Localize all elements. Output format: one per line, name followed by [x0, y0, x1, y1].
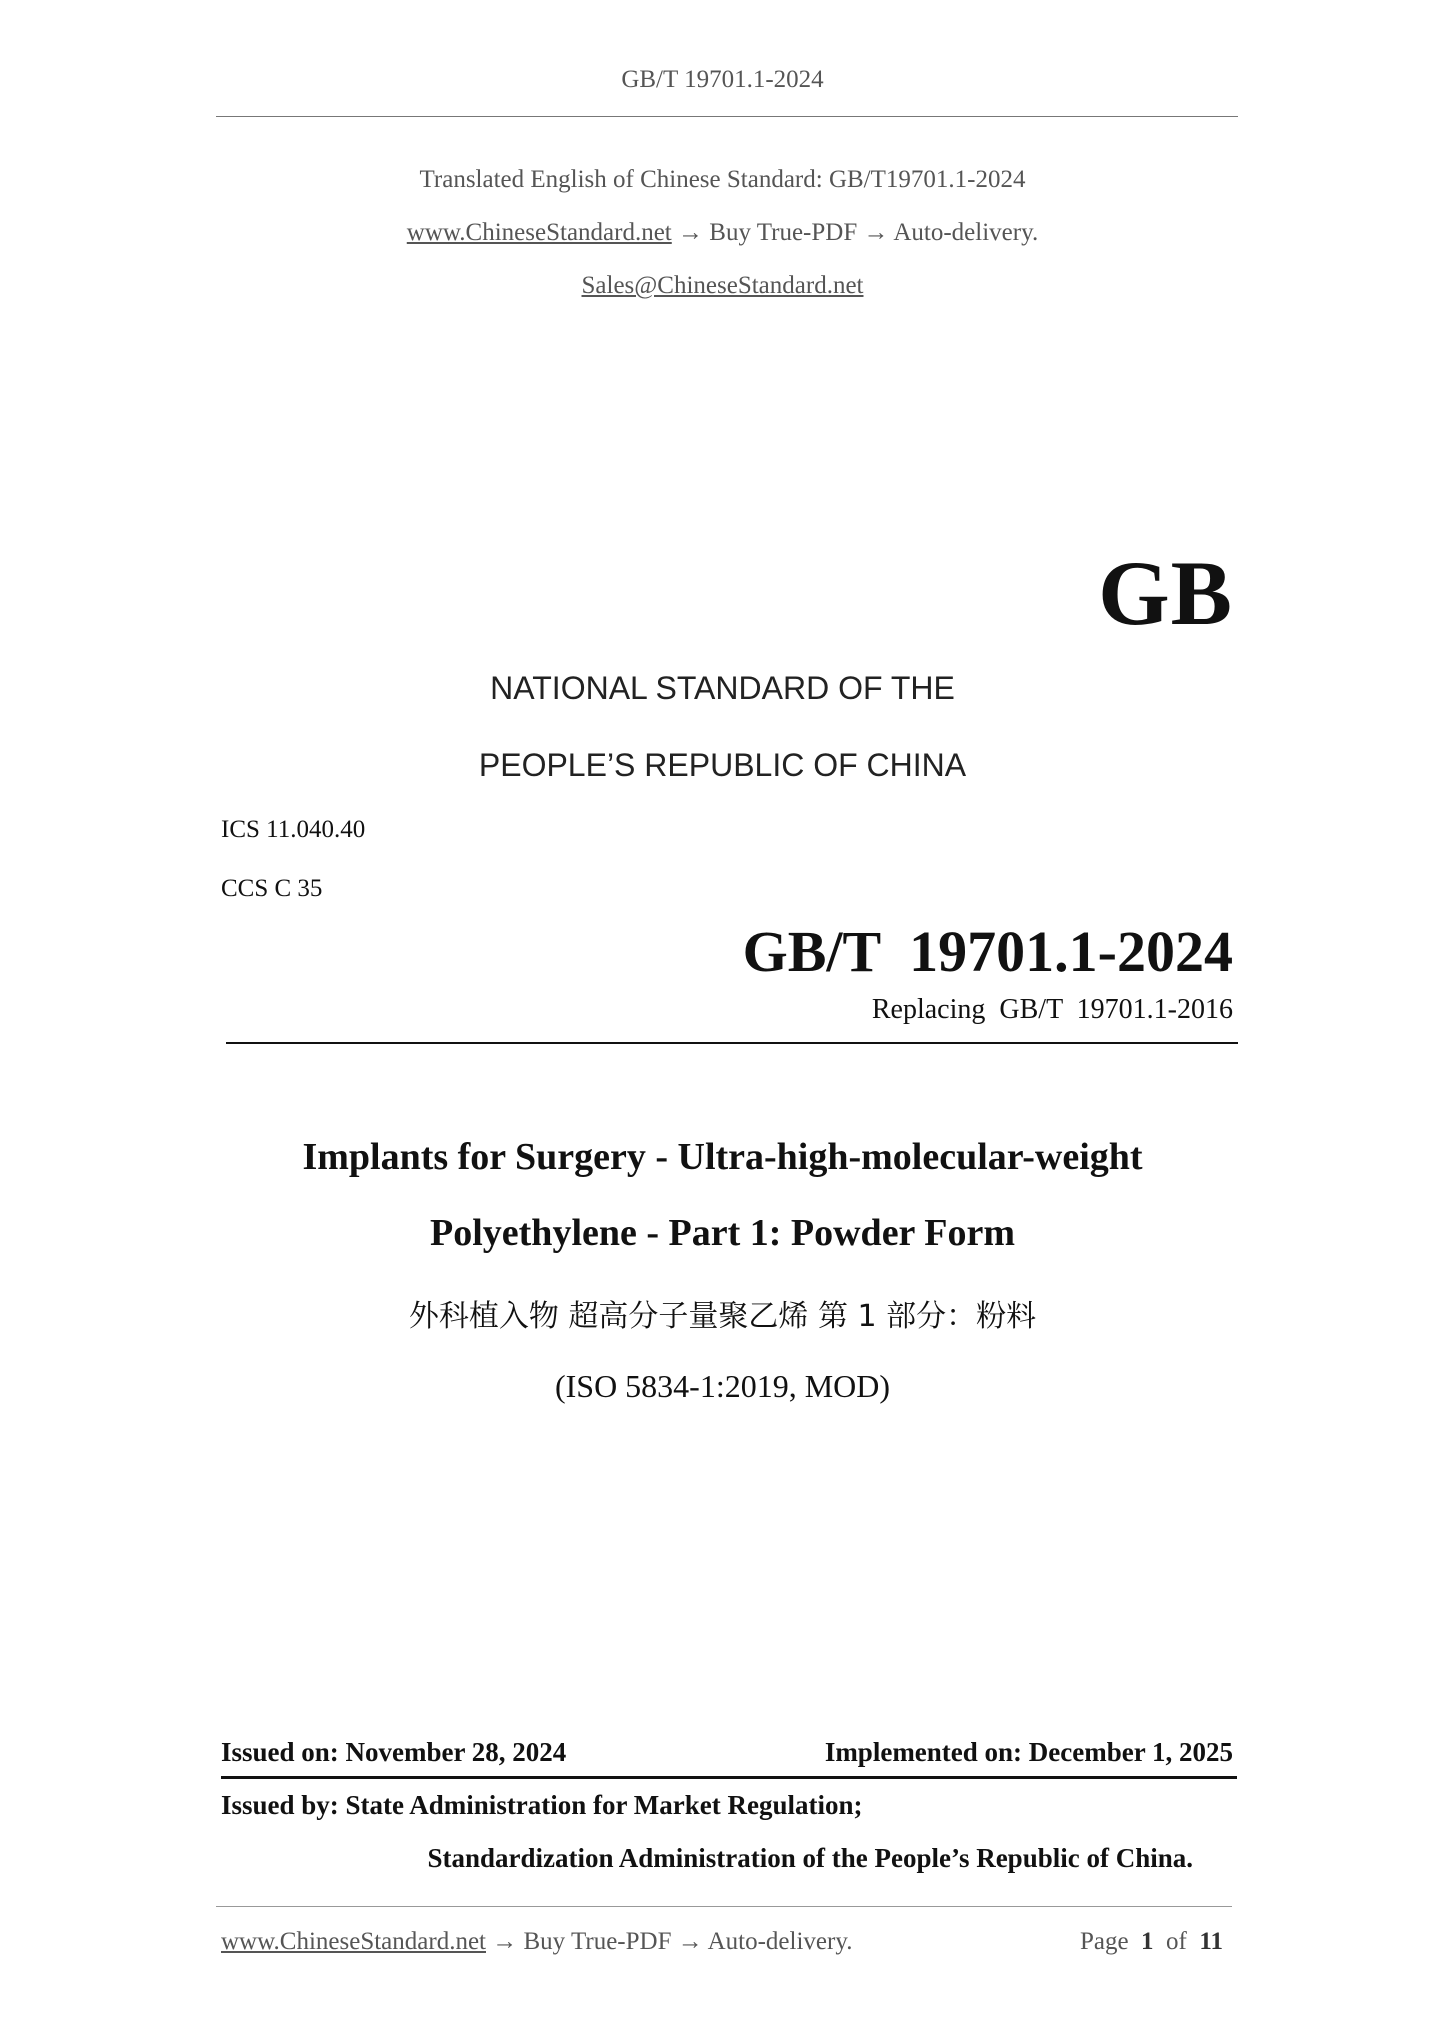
- issued-by: Issued by: State Administration for Market Regulation;: [221, 1790, 863, 1820]
- running-header: GB/T 19701.1-2024: [621, 66, 824, 93]
- page-number: 1: [1141, 1928, 1154, 1955]
- header-rule: [216, 116, 1238, 117]
- promo-delivery-text: → Buy True-PDF → Auto-delivery.: [671, 219, 1039, 246]
- ics-code: ICS 11.040.40: [221, 816, 366, 843]
- footer-rule: [216, 1906, 1232, 1907]
- title-line-1: Implants for Surgery - Ultra-high-molecular-weight: [302, 1136, 1143, 1178]
- footer-delivery-text: → Buy True-PDF → Auto-delivery.: [486, 1928, 853, 1955]
- implemented-on-date: Implemented on: December 1, 2025: [824, 1737, 1233, 1767]
- page-total: 11: [1199, 1928, 1223, 1955]
- of-word: of: [1166, 1928, 1187, 1955]
- site-link[interactable]: www.ChineseStandard.net: [406, 219, 672, 246]
- footer-site-link[interactable]: www.ChineseStandard.net: [221, 1928, 486, 1955]
- iso-reference: (ISO 5834-1:2019, MOD): [554, 1368, 891, 1404]
- issued-by-second-agency: Standardization Administration of the People’s Republic of China.: [427, 1843, 1193, 1873]
- standard-number-rule: [226, 1042, 1238, 1044]
- national-standard-line-2: PEOPLE’S REPUBLIC OF CHINA: [478, 747, 967, 783]
- title-line-2: Polyethylene - Part 1: Powder Form: [430, 1212, 1015, 1254]
- replacing-standard: Replacing GB/T 19701.1-2016: [871, 994, 1233, 1025]
- ccs-code: CCS C 35: [221, 875, 323, 902]
- promo-title: Translated English of Chinese Standard: GB/T19701.1-2024: [419, 166, 1026, 193]
- standard-number: GB/T 19701.1-2024: [742, 919, 1233, 984]
- national-standard-line-1: NATIONAL STANDARD OF THE: [490, 670, 955, 706]
- footer-links: [221, 1928, 852, 1956]
- page-indicator: [1080, 1928, 1223, 1956]
- page-word: Page: [1079, 1928, 1129, 1955]
- issued-on-date: Issued on: November 28, 2024: [221, 1737, 567, 1767]
- sales-email-link[interactable]: Sales@ChineseStandard.net: [581, 272, 864, 299]
- gb-mark: GB: [1098, 542, 1233, 644]
- promo-email-line: [0, 272, 1445, 300]
- title-chinese: 外科植入物 超高分子量聚乙烯 第 1 部分：粉料: [408, 1299, 1037, 1334]
- promo-links: [0, 219, 1445, 247]
- issue-rule: [221, 1776, 1237, 1779]
